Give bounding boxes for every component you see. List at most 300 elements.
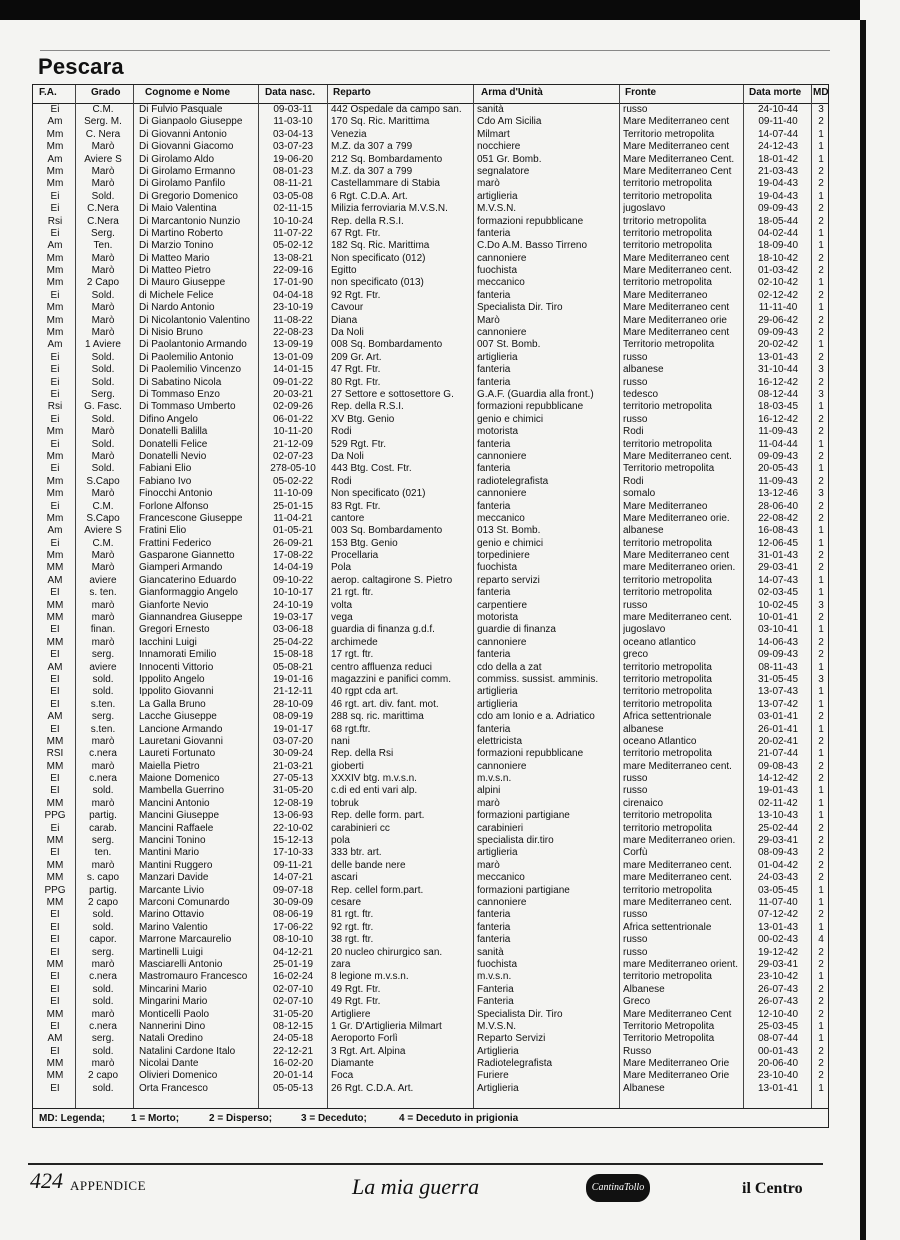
cell-name: Iacchini Luigi	[139, 636, 197, 648]
cell-fa: Mm	[46, 277, 64, 289]
cell-reparto: 003 Sq. Bombardamento	[331, 525, 443, 537]
cell-fa: Mm	[46, 141, 64, 153]
cell-fa: Mm	[46, 252, 64, 264]
cell-fa: Ei	[50, 463, 60, 475]
cell-death: 20-06-40	[757, 1058, 799, 1070]
cell-reparto: volta	[331, 599, 353, 611]
cell-name: Donatelli Balilla	[139, 426, 208, 438]
cell-fronte: russo	[623, 946, 648, 958]
table-row	[33, 178, 828, 190]
cell-death: 13-10-43	[757, 810, 799, 822]
cell-arma: fanteria	[477, 376, 511, 388]
cell-fronte: russo	[623, 351, 648, 363]
cell-md: 3	[818, 673, 824, 685]
cell-birth: 02-11-15	[273, 203, 313, 215]
cell-reparto: vega	[331, 612, 353, 624]
cell-reparto: cantore	[331, 512, 365, 524]
cell-birth: 08-12-15	[272, 1020, 314, 1032]
cell-death: 00-02-43	[757, 934, 799, 946]
cell-md: 2	[818, 426, 824, 438]
cell-md: 1	[818, 723, 824, 735]
cell-name: Marino Valentio	[139, 921, 208, 933]
cell-md: 1	[818, 884, 824, 896]
cell-fa: Ei	[50, 289, 60, 301]
cell-md: 2	[818, 872, 824, 884]
table-row	[33, 439, 828, 451]
cell-md: 3	[818, 104, 824, 115]
cell-reparto: 47 Rgt. Ftr.	[331, 364, 381, 376]
cell-birth: 10-11-20	[273, 426, 313, 438]
cell-fa: Ei	[50, 203, 60, 215]
cell-reparto: aerop. caltagirone S. Pietro	[331, 574, 453, 586]
cell-fronte: Territorio metropolita	[623, 128, 715, 140]
cell-reparto: 008 Sq. Bombardamento	[331, 339, 443, 351]
cell-birth: 30-09-09	[272, 897, 314, 908]
cell-md: 1	[818, 698, 824, 710]
table-row	[33, 463, 828, 475]
cell-fronte: territorio metropolita	[623, 971, 712, 983]
cell-birth: 13-01-09	[272, 351, 314, 363]
cell-death: 09-09-43	[757, 649, 799, 661]
cell-death: 13-07-42	[757, 698, 799, 710]
cell-birth: 03-07-20	[272, 735, 314, 747]
cell-md: 1	[818, 277, 824, 289]
cell-arma: fanteria	[477, 500, 511, 512]
table-row	[33, 587, 828, 599]
cell-grado: Serg.	[91, 388, 115, 400]
cell-fronte: russo	[623, 909, 648, 921]
cell-reparto: Rodi	[331, 426, 352, 438]
cell-birth: 19-06-20	[272, 153, 314, 165]
cell-reparto: 67 Rgt. Ftr.	[331, 227, 381, 239]
cell-reparto: 182 Sq. Ric. Marittima	[331, 240, 430, 252]
cell-reparto: Diamante	[331, 1058, 374, 1070]
legend-label: MD: Legenda;	[39, 1113, 106, 1124]
cell-fronte: mare Mediterraneo orien.	[623, 835, 736, 847]
cell-grado: s.ten.	[90, 698, 116, 710]
cell-grado: Marò	[91, 488, 115, 500]
cell-md: 1	[818, 748, 824, 760]
cell-grado: carab.	[89, 822, 117, 834]
cell-fa: Ei	[50, 190, 60, 202]
col-header-fa: F.A.	[39, 87, 57, 98]
cell-arma: M.V.S.N.	[477, 1020, 517, 1032]
cell-fronte: Greco	[623, 996, 651, 1008]
cell-arma: nocchiere	[477, 141, 521, 153]
cell-death: 10-02-45	[757, 599, 799, 611]
cell-md: 2	[818, 116, 824, 128]
cell-md: 1	[818, 401, 824, 413]
cell-death: 29-06-42	[757, 314, 799, 326]
cell-birth: 22-12-21	[272, 1045, 314, 1057]
cell-fronte: Mare Mediterraneo cent.	[623, 450, 732, 462]
cell-arma: fanteria	[477, 921, 511, 933]
col-header-birth: Data nasc.	[265, 87, 316, 98]
cell-reparto: Diana	[331, 314, 358, 326]
cell-fa: Mm	[46, 488, 64, 500]
table-row	[33, 401, 828, 413]
cell-md: 1	[818, 227, 824, 239]
cell-name: Marcante Livio	[139, 884, 205, 896]
cell-fronte: russo	[623, 104, 648, 115]
table-row	[33, 810, 828, 822]
cell-md: 1	[818, 141, 824, 153]
cell-md: 2	[818, 822, 824, 834]
cell-name: Di Matteo Pietro	[139, 265, 211, 277]
cell-md: 2	[818, 376, 824, 388]
cell-death: 11-04-44	[758, 438, 798, 450]
cell-grado: partig.	[89, 884, 117, 896]
cell-birth: 31-05-20	[272, 1008, 314, 1020]
table-row	[33, 959, 828, 971]
cell-arma: fanteria	[477, 463, 511, 475]
cell-grado: 2 Capo	[86, 277, 120, 289]
cell-name: Marrone Marcaurelio	[139, 934, 232, 946]
cell-fronte: mare Mediterraneo cent.	[623, 897, 732, 908]
cell-birth: 08-09-19	[272, 711, 314, 723]
cell-grado: serg.	[91, 711, 115, 723]
cell-birth: 05-02-12	[272, 240, 314, 252]
table-row	[33, 872, 828, 884]
cell-fronte: mare Mediterraneo cent.	[623, 760, 732, 772]
newspaper-name: il Centro	[742, 1180, 803, 1197]
cell-reparto: Da Noli	[331, 327, 364, 339]
cell-birth: 04-12-21	[272, 946, 314, 958]
table-row	[33, 364, 828, 376]
top-rule	[40, 50, 830, 51]
cell-arma: cannoniere	[477, 327, 527, 339]
table-row	[33, 501, 828, 513]
cell-death: 19-04-43	[757, 190, 799, 202]
cell-birth: 13-08-21	[272, 252, 314, 264]
cell-md: 1	[818, 190, 824, 202]
cell-arma: commiss. sussist. amminis.	[477, 673, 599, 685]
cell-arma: fanteria	[477, 934, 511, 946]
cell-birth: 11-08-22	[273, 314, 313, 326]
cell-arma: 007 St. Bomb.	[477, 339, 541, 351]
cell-name: Maiella Pietro	[139, 760, 200, 772]
cell-birth: 31-05-20	[272, 785, 314, 797]
cell-md: 1	[818, 1082, 824, 1094]
cell-grado: Marò	[91, 265, 115, 277]
cell-fa: Am	[47, 339, 63, 351]
cell-fa: EI	[50, 983, 60, 995]
cell-grado: Sold.	[91, 413, 115, 425]
cell-md: 2	[818, 265, 824, 277]
cell-fronte: Mare Mediterraneo	[623, 500, 708, 512]
cell-md: 1	[818, 686, 824, 698]
table-row	[33, 736, 828, 748]
table-row	[33, 711, 828, 723]
cell-name: Mambella Guerrino	[139, 785, 225, 797]
cell-death: 19-04-43	[757, 178, 799, 190]
cell-fa: EI	[50, 909, 60, 921]
cell-birth: 02-07-10	[272, 983, 314, 995]
cell-birth: 27-05-13	[272, 773, 314, 785]
cell-md: 2	[818, 1070, 824, 1082]
cell-md: 1	[818, 537, 824, 549]
cell-reparto: M.Z. da 307 a 799	[331, 141, 413, 153]
cell-grado: c.nera	[89, 773, 117, 785]
cell-fronte: Corfù	[623, 847, 648, 859]
cell-death: 23-10-42	[757, 971, 799, 983]
cell-md: 1	[818, 574, 824, 586]
cell-fa: MM	[46, 859, 64, 871]
cell-reparto: 8 legione m.v.s.n.	[331, 971, 409, 983]
cell-md: 2	[818, 835, 824, 847]
cell-birth: 17-10-33	[272, 847, 314, 859]
cell-death: 24-03-43	[757, 872, 799, 884]
cell-md: 2	[818, 859, 824, 871]
cell-grado: Marò	[91, 178, 115, 190]
cell-reparto: gioberti	[331, 760, 364, 772]
cell-fronte: Africa settentrionale	[623, 711, 712, 723]
cell-md: 2	[818, 450, 824, 462]
cell-arma: cannoniere	[477, 897, 527, 908]
cell-fronte: territorio metropolita	[623, 401, 712, 413]
legend-item: 1 = Morto;	[131, 1113, 180, 1124]
cell-md: 2	[818, 1045, 824, 1057]
cell-birth: 10-10-17	[272, 587, 314, 599]
cell-grado: aviere	[89, 574, 117, 586]
cell-name: Fratini Elio	[139, 525, 187, 537]
cell-name: Di Tommaso Umberto	[139, 401, 236, 413]
cell-fa: MM	[46, 1058, 64, 1070]
cell-fa: MM	[46, 735, 64, 747]
cell-fa: EI	[50, 996, 60, 1008]
cell-birth: 05-02-22	[272, 475, 314, 487]
cell-death: 29-03-41	[757, 562, 799, 574]
cell-reparto: c.di ed enti vari alp.	[331, 785, 418, 797]
cell-reparto: 333 btr. art.	[331, 847, 382, 859]
cell-death: 21-03-43	[757, 165, 799, 177]
cell-arma: Specialista Dir. Tiro	[477, 1008, 563, 1020]
cell-birth: 23-10-19	[272, 302, 314, 314]
cell-grado: C.Nera	[87, 215, 119, 227]
table-row	[33, 897, 828, 909]
cell-arma: fanteria	[477, 723, 511, 735]
cell-grado: s. ten.	[89, 587, 117, 599]
cell-fa: Mm	[46, 178, 64, 190]
table-row	[33, 934, 828, 946]
cell-birth: 02-09-26	[272, 401, 314, 413]
cell-name: Frattini Federico	[139, 537, 212, 549]
table-header	[33, 85, 828, 104]
cell-arma: marò	[477, 797, 500, 809]
col-header-reparto: Reparto	[333, 87, 371, 98]
casualty-table	[32, 84, 829, 1128]
cell-fronte: Mare Mediterraneo cent	[623, 141, 730, 153]
cell-birth: 12-08-19	[272, 797, 314, 809]
cell-name: Innocenti Vittorio	[139, 661, 214, 673]
cell-fronte: tedesco	[623, 388, 659, 400]
cell-md: 3	[818, 388, 824, 400]
cell-fa: Ei	[50, 364, 60, 376]
table-row	[33, 240, 828, 252]
cell-death: 10-01-41	[757, 612, 799, 624]
cell-death: 18-05-44	[757, 215, 799, 227]
cell-death: 00-01-43	[757, 1045, 799, 1057]
cell-reparto: Aeroporto Forlì	[331, 1033, 398, 1045]
cell-reparto: 38 rgt. ftr.	[331, 934, 374, 946]
cell-grado: C.M.	[92, 104, 114, 115]
cell-arma: M.V.S.N.	[477, 203, 517, 215]
cell-arma: Fanteria	[477, 983, 514, 995]
cell-arma: meccanico	[477, 512, 525, 524]
cell-birth: 16-02-24	[272, 971, 314, 983]
table-row	[33, 277, 828, 289]
cell-grado: marò	[91, 1058, 115, 1070]
cell-name: Marino Ottavio	[139, 909, 205, 921]
table-row	[33, 352, 828, 364]
cell-fa: Mm	[46, 450, 64, 462]
cell-name: Gasparone Giannetto	[139, 550, 235, 562]
cell-birth: 15-08-18	[272, 649, 314, 661]
cell-reparto: guardia di finanza g.d.f.	[331, 624, 435, 636]
cell-md: 1	[818, 339, 824, 351]
cell-fronte: Mare Mediterraneo Cent	[623, 1008, 732, 1020]
cell-md: 2	[818, 711, 824, 723]
cell-fronte: territorio metropolita	[623, 178, 712, 190]
cell-name: Laureti Fortunato	[139, 748, 216, 760]
cell-grado: Sold.	[91, 190, 115, 202]
cell-arma: 051 Gr. Bomb.	[477, 153, 542, 165]
cell-fronte: oceano Atlantico	[623, 735, 697, 747]
cell-md: 2	[818, 649, 824, 661]
cell-fa: MM	[46, 872, 64, 884]
table-row	[33, 748, 828, 760]
cell-birth: 02-07-10	[272, 996, 314, 1008]
cell-reparto: 83 Rgt. Ftr.	[331, 500, 381, 512]
cell-arma: Radiotelegrafista	[477, 1058, 553, 1070]
cell-arma: fuochista	[477, 265, 518, 277]
cell-md: 2	[818, 735, 824, 747]
cell-fronte: Mare Mediterraneo Orie	[623, 1058, 730, 1070]
table-row	[33, 550, 828, 562]
cell-md: 2	[818, 550, 824, 562]
cell-arma: fanteria	[477, 227, 511, 239]
cell-arma: Specialista Dir. Tiro	[477, 302, 563, 314]
cell-reparto: XXXIV btg. m.v.s.n.	[331, 773, 417, 785]
cell-fa: Mm	[46, 475, 64, 487]
cell-reparto: Milizia ferroviaria M.V.S.N.	[331, 203, 448, 215]
cell-name: Di Paolemilio Antonio	[139, 351, 234, 363]
cell-fa: AM	[47, 574, 63, 586]
cell-birth: 17-08-22	[272, 550, 314, 562]
cell-birth: 20-03-21	[272, 388, 314, 400]
cell-fa: EI	[50, 934, 60, 946]
cell-fronte: territorio metropolita	[623, 810, 712, 822]
cell-grado: C. Nera	[85, 128, 121, 140]
cell-grado: aviere	[89, 661, 117, 673]
cell-reparto: Rep. della R.S.I.	[331, 401, 404, 413]
cell-grado: Marò	[91, 141, 115, 153]
cell-grado: s. capo	[86, 872, 120, 884]
table-row	[33, 1046, 828, 1058]
cell-death: 26-07-43	[757, 983, 799, 995]
cell-arma: C.Do A.M. Basso Tirreno	[477, 240, 588, 252]
cell-birth: 09-11-21	[273, 859, 313, 871]
cell-death: 03-01-41	[757, 711, 799, 723]
table-row	[33, 253, 828, 265]
cell-fa: EI	[50, 686, 60, 698]
cell-grado: 2 capo	[87, 1070, 119, 1082]
table-row	[33, 785, 828, 797]
cell-name: Di Fulvio Pasquale	[139, 104, 223, 115]
cell-name: Fabiano Ivo	[139, 475, 192, 487]
cell-grado: C.Nera	[87, 203, 119, 215]
cell-name: Di Maio Valentina	[139, 203, 217, 215]
cell-name: Natalini Cardone Italo	[139, 1045, 236, 1057]
cell-birth: 11-07-22	[273, 227, 313, 239]
cell-name: Difino Angelo	[139, 413, 198, 425]
col-header-death: Data morte	[749, 87, 802, 98]
cell-arma: marò	[477, 178, 500, 190]
cell-grado: Marò	[91, 165, 115, 177]
table-row	[33, 662, 828, 674]
cell-reparto: Procellaria	[331, 550, 379, 562]
cell-arma: cdo della a zat	[477, 661, 542, 673]
cell-death: 19-12-42	[757, 946, 799, 958]
cell-name: Di Girolamo Aldo	[139, 153, 215, 165]
cell-fronte: territorio metropolita	[623, 661, 712, 673]
cell-fronte: territorio metropolita	[623, 748, 712, 760]
top-black-bar	[0, 0, 860, 20]
cell-birth: 09-03-11	[273, 104, 313, 115]
cell-death: 21-07-44	[757, 748, 799, 760]
cell-fa: Mm	[46, 128, 64, 140]
cell-reparto: Castellammare di Stabia	[331, 178, 440, 190]
cell-reparto: 27 Settore e sottosettore G.	[331, 388, 454, 400]
cell-birth: 21-12-11	[273, 686, 313, 698]
cell-arma: fanteria	[477, 438, 511, 450]
cell-md: 2	[818, 413, 824, 425]
cell-md: 2	[818, 983, 824, 995]
table-row	[33, 228, 828, 240]
cell-reparto: 170 Sq. Ric. Marittima	[331, 116, 430, 128]
cell-birth: 22-09-16	[272, 265, 314, 277]
cell-grado: 1 Aviere	[85, 339, 121, 351]
table-row	[33, 104, 828, 116]
sponsor-logo: CantinaTollo	[586, 1174, 650, 1202]
cell-birth: 11-10-09	[273, 488, 313, 500]
cell-death: 08-07-44	[757, 1033, 799, 1045]
col-header-fronte: Fronte	[625, 87, 657, 98]
legend-item: 3 = Deceduto;	[301, 1113, 367, 1124]
cell-md: 2	[818, 946, 824, 958]
cell-fronte: Mare Mediterraneo orie	[623, 314, 727, 326]
table-row	[33, 265, 828, 277]
cell-fronte: territorio metropolita	[623, 574, 712, 586]
cell-name: Ippolito Angelo	[139, 673, 205, 685]
cell-grado: marò	[91, 760, 115, 772]
cell-md: 1	[818, 438, 824, 450]
cell-reparto: Rep. cellel form.part.	[331, 884, 424, 896]
cell-fronte: russo	[623, 934, 648, 946]
cell-fronte: greco	[623, 649, 649, 661]
cell-name: Mantini Mario	[139, 847, 200, 859]
table-row	[33, 476, 828, 488]
table-row	[33, 562, 828, 574]
cell-fronte: mare Mediterraneo cent.	[623, 612, 732, 624]
table-row	[33, 699, 828, 711]
cell-fronte: mare Mediterraneo orient.	[623, 958, 739, 970]
cell-reparto: 288 sq. ric. marittima	[331, 711, 424, 723]
cell-md: 1	[818, 128, 824, 140]
cell-death: 08-09-43	[757, 847, 799, 859]
cell-arma: marò	[477, 859, 500, 871]
cell-fronte: russo	[623, 599, 648, 611]
